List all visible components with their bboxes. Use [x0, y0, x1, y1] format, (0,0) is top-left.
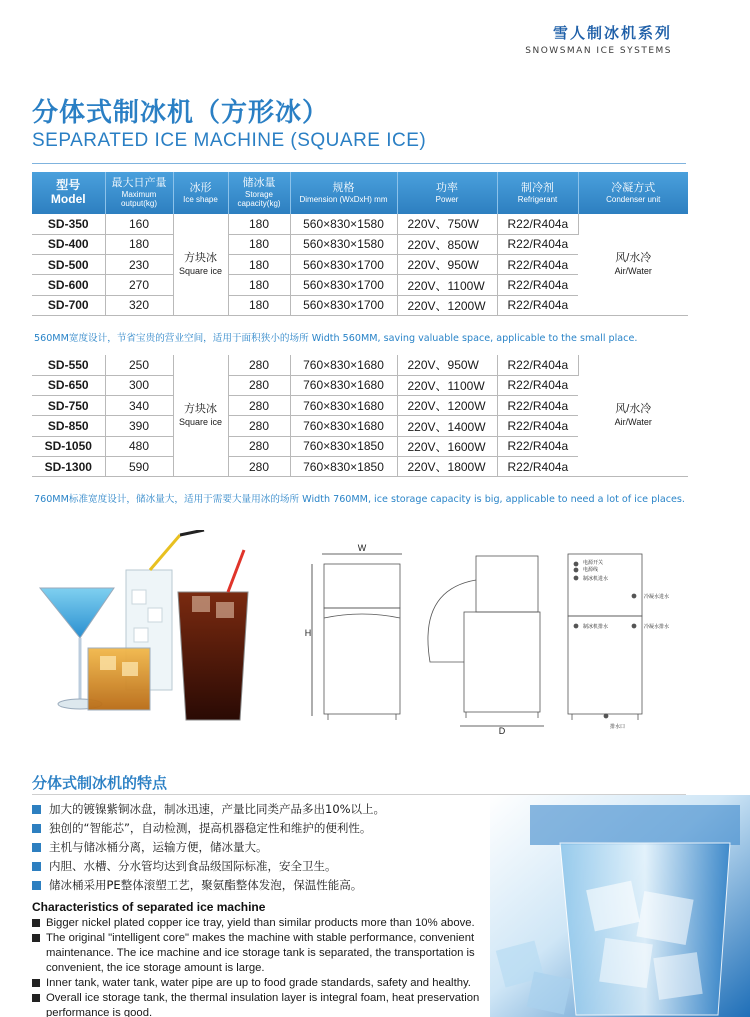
dimension-cell: 760×830×1680 — [290, 355, 397, 375]
ice-glass-photo — [490, 795, 750, 1017]
spec-table-560 — [32, 172, 688, 316]
refrigerant-cell: R22/R404a — [497, 396, 578, 416]
column-header — [290, 172, 397, 214]
ice-shape-cell — [173, 214, 228, 315]
storage-cell: 180 — [228, 275, 290, 295]
diagram-label-h: H — [304, 628, 312, 638]
list-item — [32, 819, 385, 838]
column-header-en: Refrigerant — [517, 194, 558, 204]
page-title-cn: 分体式制冰机（方形冰） — [32, 98, 330, 128]
machine-diagram — [300, 540, 690, 760]
title-divider — [32, 163, 686, 164]
feature-text: 内胆、水槽、分水管均达到食品级国际标准，安全卫生。 — [49, 859, 337, 873]
bullet-square-icon — [32, 934, 40, 942]
dimension-cell: 560×830×1580 — [290, 214, 397, 234]
column-header-cn: 储冰量 — [242, 177, 276, 190]
refrigerant-cell: R22/R404a — [497, 275, 578, 295]
storage-cell: 280 — [228, 416, 290, 436]
storage-cell: 180 — [228, 295, 290, 315]
brand-name-en: SNOWSMAN ICE SYSTEMS — [525, 46, 672, 56]
power-cell: 220V、1100W — [397, 375, 497, 395]
characteristics-list — [32, 916, 482, 1017]
list-item — [32, 976, 482, 991]
model-cell: SD-750 — [32, 396, 105, 416]
column-header — [228, 172, 290, 214]
column-header-en: Model — [50, 192, 86, 206]
feature-text: 独创的“智能芯”，自动检测，提高机器稳定性和维护的便利性。 — [49, 821, 372, 835]
output-cell: 340 — [105, 396, 173, 416]
ice-shape-cell — [173, 355, 228, 477]
column-header-cn: 冰形 — [189, 182, 212, 195]
output-cell: 590 — [105, 456, 173, 476]
power-cell: 220V、1600W — [397, 436, 497, 456]
storage-cell: 280 — [228, 355, 290, 375]
column-header-cn: 冷凝方式 — [611, 182, 656, 195]
output-cell: 300 — [105, 375, 173, 395]
condenser-cell — [578, 355, 688, 477]
column-header — [578, 172, 688, 214]
list-item — [32, 800, 385, 819]
model-cell: SD-400 — [32, 234, 105, 254]
power-cell: 220V、850W — [397, 234, 497, 254]
diagram-label-condense-drain: 冷凝水排水 — [644, 624, 670, 630]
model-cell: SD-850 — [32, 416, 105, 436]
list-item — [32, 857, 385, 876]
model-cell: SD-550 — [32, 355, 105, 375]
bullet-square-icon — [32, 881, 41, 890]
refrigerant-cell: R22/R404a — [497, 355, 578, 375]
column-header-en: Ice shape — [183, 194, 218, 204]
feature-text: 储冰桶采用PE整体滚塑工艺，聚氨酯整体发泡，保温性能高。 — [49, 878, 363, 892]
output-cell: 160 — [105, 214, 173, 234]
storage-cell: 280 — [228, 436, 290, 456]
column-header-en: Power — [435, 194, 459, 204]
model-cell: SD-1050 — [32, 436, 105, 456]
dimension-cell: 560×830×1700 — [290, 275, 397, 295]
list-item — [32, 931, 482, 976]
table-body — [32, 214, 688, 315]
storage-cell: 280 — [228, 375, 290, 395]
bullet-square-icon — [32, 994, 40, 1002]
refrigerant-cell: R22/R404a — [497, 436, 578, 456]
table-header-row — [32, 172, 688, 214]
diagram-label-d: D — [498, 726, 506, 736]
model-cell: SD-1300 — [32, 456, 105, 476]
list-item — [32, 876, 385, 895]
column-header — [32, 172, 105, 214]
condenser-cn: 风/水冷 — [615, 403, 652, 416]
column-header-cn: 制冷剂 — [521, 182, 554, 195]
bullet-square-icon — [32, 843, 41, 852]
column-header-cn: 最大日产量 — [111, 177, 167, 190]
model-cell: SD-650 — [32, 375, 105, 395]
refrigerant-cell: R22/R404a — [497, 295, 578, 315]
refrigerant-cell: R22/R404a — [497, 214, 578, 234]
diagram-label-w: W — [357, 543, 367, 553]
column-header — [173, 172, 228, 214]
table-body — [32, 355, 688, 477]
features-list — [32, 800, 385, 895]
diagram-label-drain-outlet: 排水口 — [610, 724, 626, 730]
storage-cell: 180 — [228, 214, 290, 234]
power-cell: 220V、950W — [397, 355, 497, 375]
storage-cell: 280 — [228, 396, 290, 416]
dimension-cell: 760×830×1680 — [290, 375, 397, 395]
column-header-en: Storage capacity(kg) — [237, 190, 281, 209]
column-header-cn: 型号 — [56, 178, 81, 193]
list-item — [32, 916, 482, 931]
power-cell: 220V、1800W — [397, 456, 497, 476]
characteristic-text: Inner tank, water tank, water pipe are up to food grade standards, safety and healthy. — [46, 977, 471, 989]
dimension-cell: 760×830×1850 — [290, 456, 397, 476]
power-cell: 220V、950W — [397, 255, 497, 275]
power-cell: 220V、1200W — [397, 396, 497, 416]
output-cell: 230 — [105, 255, 173, 275]
characteristic-text: The original "intelligent core" makes the machine with stable performance, convenient maintenance. The ice machine and ice storage tank is separated, the transportation is convenient, the ice storage amount is large. — [46, 932, 475, 974]
bullet-square-icon — [32, 919, 40, 927]
power-cell: 220V、1100W — [397, 275, 497, 295]
output-cell: 180 — [105, 234, 173, 254]
diagram-label-condense-inlet: 冷凝水进水 — [644, 594, 670, 600]
output-cell: 320 — [105, 295, 173, 315]
page-title-en: SEPARATED ICE MACHINE (SQUARE ICE) — [32, 130, 427, 151]
column-header-en: Condenser unit — [606, 194, 661, 204]
table-note-560: 560MM宽度设计，节省宝贵的营业空间，适用于面积狭小的场所 Width 560MM, saving valuable space, applicable to the small place. — [34, 333, 638, 344]
output-cell: 270 — [105, 275, 173, 295]
column-header-cn: 规格 — [332, 182, 355, 195]
refrigerant-cell: R22/R404a — [497, 255, 578, 275]
diagram-label-maker-drain: 制冰机排水 — [583, 624, 609, 630]
dimension-cell: 760×830×1680 — [290, 396, 397, 416]
dimension-cell: 560×830×1700 — [290, 295, 397, 315]
storage-cell: 180 — [228, 234, 290, 254]
bullet-square-icon — [32, 805, 41, 814]
dimension-cell: 560×830×1700 — [290, 255, 397, 275]
table-row — [32, 214, 688, 234]
table-note-760: 760MM标准宽度设计，储冰量大，适用于需要大量用冰的场所 Width 760MM, ice storage capacity is big, applicable to need a lot of ice places. — [34, 494, 685, 505]
column-header-en: Dimension (WxDxH) mm — [299, 194, 388, 204]
diagram-label-power-line: 电源线 — [583, 567, 599, 573]
bullet-square-icon — [32, 862, 41, 871]
condenser-en: Air/Water — [614, 416, 652, 427]
characteristic-text: Overall ice storage tank, the thermal insulation layer is integral foam, heat preservation performance is good. — [46, 992, 480, 1017]
feature-text: 加大的镀镍紫铜冰盘，制冰迅速，产量比同类产品多出10%以上。 — [49, 802, 386, 816]
drinks-illustration — [30, 530, 270, 730]
refrigerant-cell: R22/R404a — [497, 456, 578, 476]
brand-logo — [525, 22, 672, 56]
output-cell: 250 — [105, 355, 173, 375]
model-cell: SD-700 — [32, 295, 105, 315]
ice-shape-en: Square ice — [178, 265, 223, 276]
power-cell: 220V、1200W — [397, 295, 497, 315]
brand-name-cn: 雪人制冰机系列 — [552, 24, 672, 42]
features-title: 分体式制冰机的特点 — [32, 774, 168, 792]
ice-shape-cn: 方块冰 — [184, 251, 217, 264]
ice-shape-en: Square ice — [178, 416, 223, 427]
feature-text: 主机与储冰桶分离，运输方便，储冰量大。 — [49, 840, 268, 854]
list-item — [32, 991, 482, 1017]
dimension-cell: 560×830×1580 — [290, 234, 397, 254]
model-cell: SD-350 — [32, 214, 105, 234]
output-cell: 480 — [105, 436, 173, 456]
refrigerant-cell: R22/R404a — [497, 234, 578, 254]
column-header — [105, 172, 173, 214]
column-header-en: Maximum output(kg) — [120, 190, 158, 209]
table-row — [32, 355, 688, 375]
dimension-cell: 760×830×1680 — [290, 416, 397, 436]
column-header-cn: 功率 — [436, 182, 458, 195]
power-cell: 220V、1400W — [397, 416, 497, 436]
refrigerant-cell: R22/R404a — [497, 375, 578, 395]
characteristic-text: Bigger nickel plated copper ice tray, yield than similar products more than 10% above. — [46, 917, 475, 929]
refrigerant-cell: R22/R404a — [497, 416, 578, 436]
column-header — [497, 172, 578, 214]
condenser-cn: 风/水冷 — [615, 251, 652, 264]
model-cell: SD-600 — [32, 275, 105, 295]
storage-cell: 180 — [228, 255, 290, 275]
condenser-en: Air/Water — [614, 265, 652, 276]
characteristics-title: Characteristics of separated ice machine — [32, 900, 266, 914]
condenser-cell — [578, 214, 688, 315]
storage-cell: 280 — [228, 456, 290, 476]
list-item — [32, 838, 385, 857]
bullet-square-icon — [32, 824, 41, 833]
output-cell: 390 — [105, 416, 173, 436]
column-header — [397, 172, 497, 214]
spec-table-760 — [32, 355, 688, 477]
dimension-cell: 760×830×1850 — [290, 436, 397, 456]
ice-shape-cn: 方块冰 — [184, 403, 217, 416]
model-cell: SD-500 — [32, 255, 105, 275]
bullet-square-icon — [32, 979, 40, 987]
power-cell: 220V、750W — [397, 214, 497, 234]
diagram-label-maker-inlet: 制冰机进水 — [583, 576, 609, 582]
diagram-label-power-switch: 电源开关 — [583, 560, 604, 566]
